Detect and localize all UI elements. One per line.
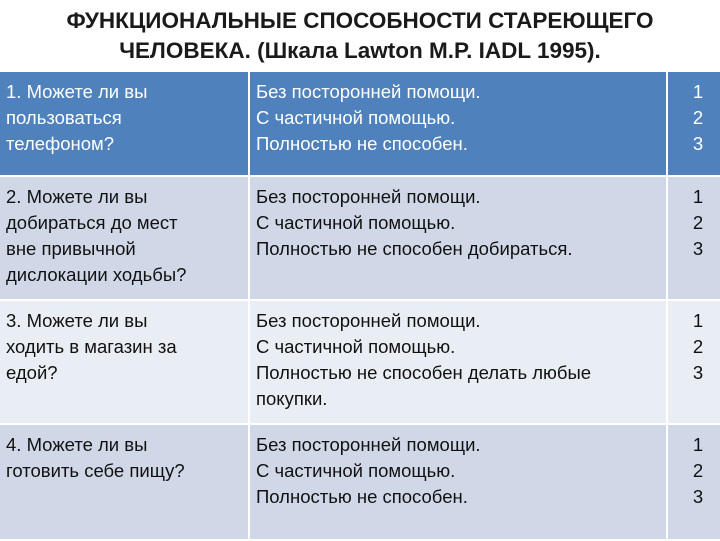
answer-line: С частичной помощью. — [256, 336, 456, 357]
score-value: 1 — [692, 434, 704, 455]
answers-cell-4 — [249, 424, 667, 540]
question-cell-1 — [0, 72, 249, 176]
answer-line: С частичной помощью. — [256, 212, 456, 233]
question-cell-3 — [0, 300, 249, 424]
score-value: 2 — [692, 336, 704, 357]
score-value: 2 — [692, 107, 704, 128]
score-value: 3 — [692, 133, 704, 154]
question-line: 3. Можете ли вы — [6, 310, 148, 331]
question-line: пользоваться — [6, 107, 122, 128]
score-value: 2 — [692, 212, 704, 233]
question-line: ходить в магазин за — [6, 336, 177, 357]
answer-line: покупки. — [256, 388, 328, 409]
answer-line: Без посторонней помощи. — [256, 310, 481, 331]
score-value: 1 — [692, 81, 704, 102]
title-line-2: ЧЕЛОВЕКА. (Шкала Lawton M.P. IADL 1995). — [119, 38, 601, 63]
table-row-1 — [0, 72, 720, 176]
answer-line: Полностью не способен делать любые — [256, 362, 592, 383]
table-row-4 — [0, 424, 720, 540]
answer-line: С частичной помощью. — [256, 460, 456, 481]
score-value: 3 — [692, 362, 704, 383]
question-line: телефоном? — [6, 133, 115, 154]
scores-cell-4 — [667, 424, 720, 540]
answer-line: Полностью не способен. — [256, 133, 468, 154]
answer-line: Полностью не способен добираться. — [256, 238, 573, 259]
table-row-2 — [0, 176, 720, 300]
scores-cell-2 — [667, 176, 720, 300]
title-line-1: ФУНКЦИОНАЛЬНЫЕ СПОСОБНОСТИ СТАРЕЮЩЕГО — [66, 8, 654, 33]
score-value: 3 — [692, 238, 704, 259]
score-value: 1 — [692, 186, 704, 207]
iadl-table — [0, 72, 720, 541]
answers-cell-3 — [249, 300, 667, 424]
question-cell-4 — [0, 424, 249, 540]
score-value: 1 — [692, 310, 704, 331]
question-line: дислокации ходьбы? — [6, 264, 187, 285]
table-row-3 — [0, 300, 720, 424]
scores-cell-1 — [667, 72, 720, 176]
question-line: 4. Можете ли вы — [6, 434, 148, 455]
question-line: вне привычной — [6, 238, 136, 259]
score-value: 2 — [692, 460, 704, 481]
question-line: добираться до мест — [6, 212, 178, 233]
answer-line: Без посторонней помощи. — [256, 186, 481, 207]
question-line: 2. Можете ли вы — [6, 186, 148, 207]
answer-line: Полностью не способен. — [256, 486, 468, 507]
slide-title — [0, 6, 720, 66]
score-value: 3 — [692, 486, 704, 507]
question-line: едой? — [6, 362, 58, 383]
answer-line: Без посторонней помощи. — [256, 81, 481, 102]
question-line: готовить себе пищу? — [6, 460, 185, 481]
question-line: 1. Можете ли вы — [6, 81, 148, 102]
answers-cell-1 — [249, 72, 667, 176]
answer-line: Без посторонней помощи. — [256, 434, 481, 455]
answers-cell-2 — [249, 176, 667, 300]
scores-cell-3 — [667, 300, 720, 424]
answer-line: С частичной помощью. — [256, 107, 456, 128]
question-cell-2 — [0, 176, 249, 300]
